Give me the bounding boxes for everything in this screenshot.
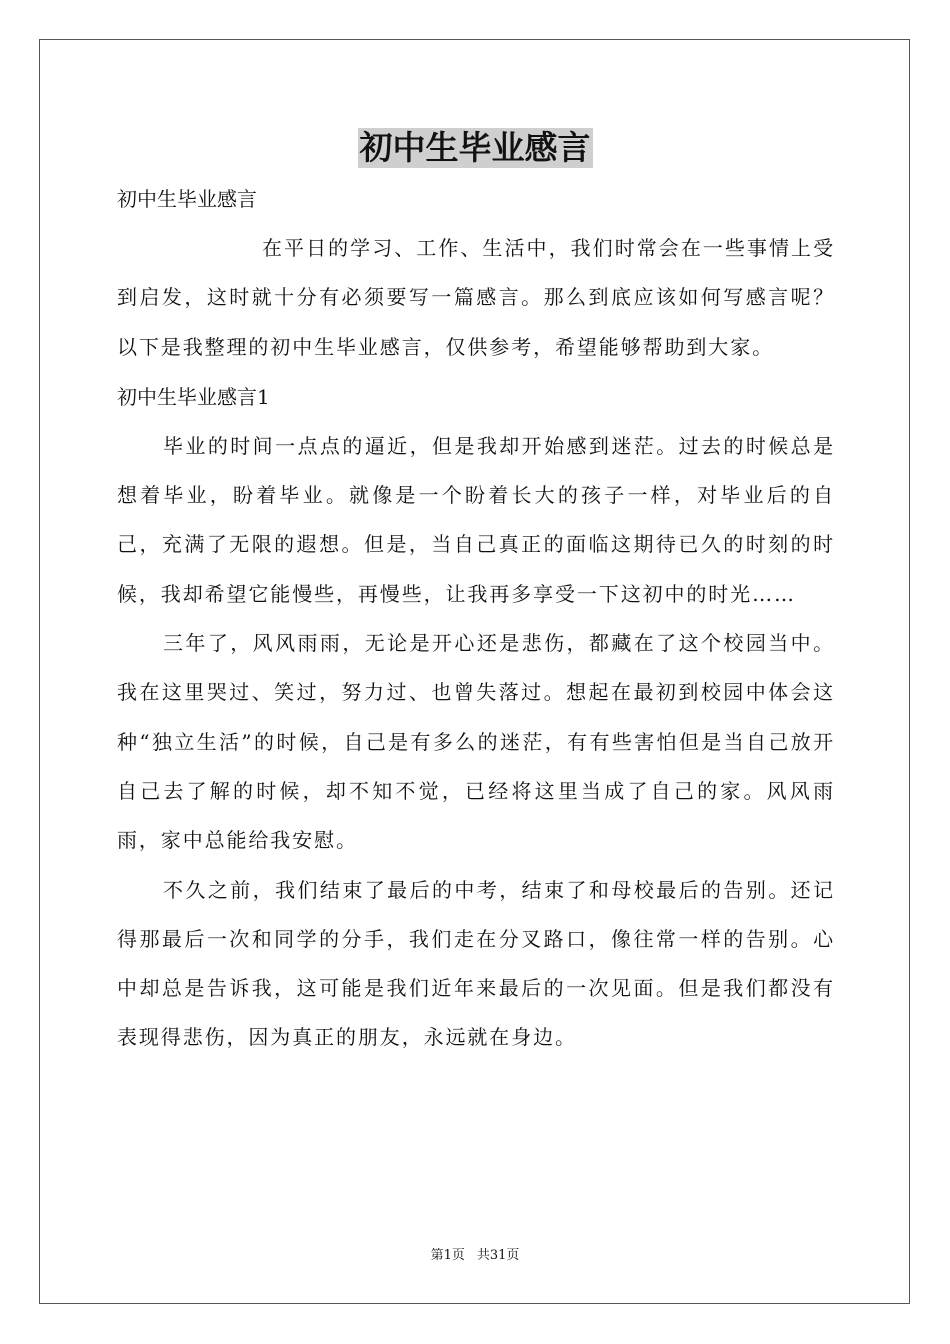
total-pages: 共31页 — [476, 1248, 520, 1263]
body-paragraph-1: 毕业的时间一点点的逼近，但是我却开始感到迷茫。过去的时候总是想着毕业，盼着毕业。就像是一个盼着长大的孩子一样，对毕业后的自己，充满了无限的遐想。但是，当自己真正的面临这期待已久的时刻的时候，我却希望它能慢些，再慢些，让我再多享受一下这初中的时光…… — [117, 433, 835, 606]
title-container — [0, 128, 950, 168]
section-heading: 初中生毕业感言1 — [117, 384, 270, 409]
page-footer — [0, 1246, 950, 1266]
body-paragraph-2: 三年了，风风雨雨，无论是开心还是悲伤，都藏在了这个校园当中。我在这里哭过、笑过，努力过、也曾失落过。想起在最初到校园中体会这种“独立生活”的时候，自己是有多么的迷茫，有有些害怕但是当自己放开自己去了解的时候，却不知不觉，已经将这里当成了自己的家。风风雨雨，家中总能给我安慰。 — [117, 631, 835, 853]
document-body — [117, 174, 835, 1063]
document-subtitle: 初中生毕业感言 — [117, 187, 257, 211]
page-number: 第1页 — [430, 1248, 465, 1263]
intro-paragraph: 在平日的学习、工作、生活中，我们时常会在一些事情上受到启发，这时就十分有必须要写一篇感言。那么到底应该如何写感言呢？以下是我整理的初中生毕业感言，仅供参考，希望能够帮助到大家。 — [117, 236, 835, 359]
body-paragraph-3: 不久之前，我们结束了最后的中考，结束了和母校最后的告别。还记得那最后一次和同学的分手，我们走在分叉路口，像往常一样的告别。心中却总是告诉我，这可能是我们近年来最后的一次见面。但是我们都没有表现得悲伤，因为真正的朋友，永远就在身边。 — [117, 877, 835, 1050]
document-title: 初中生毕业感言 — [359, 128, 591, 167]
